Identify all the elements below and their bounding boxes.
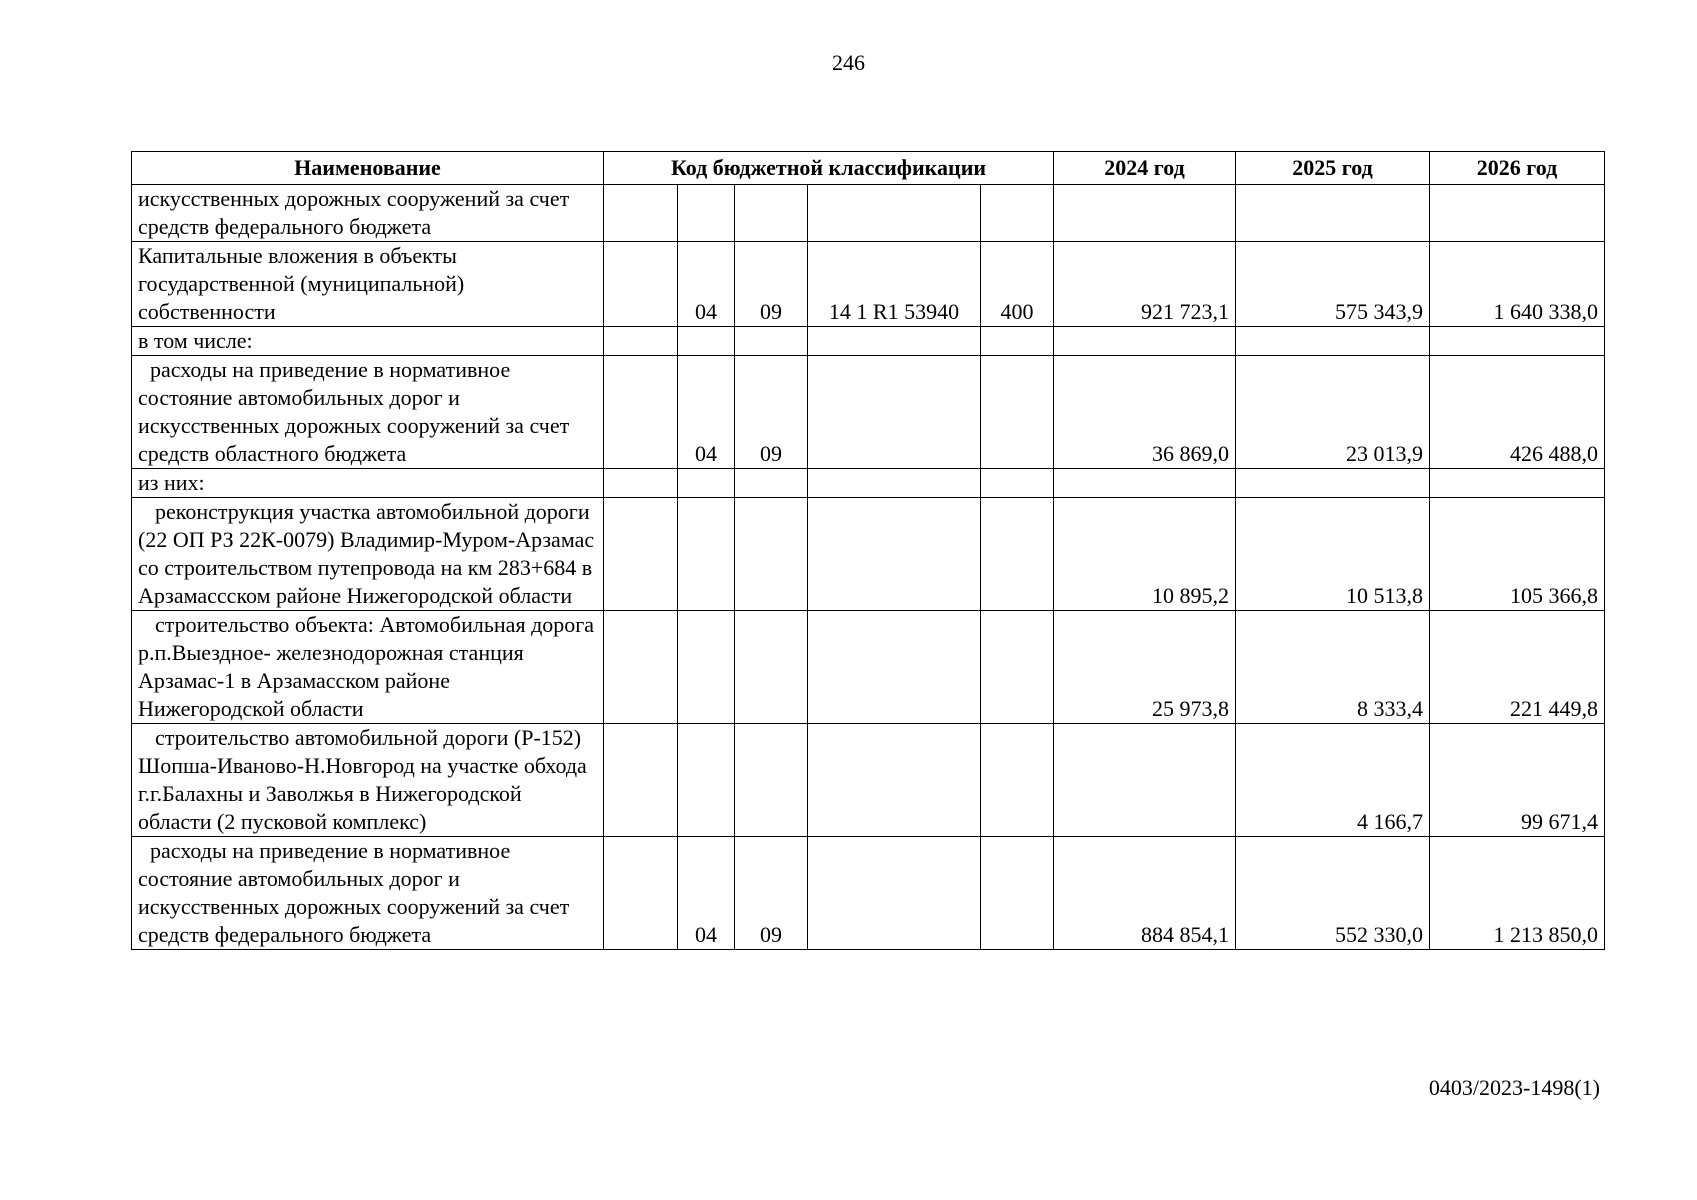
code-section [678, 498, 735, 611]
row-name: строительство объекта: Автомобильная дорога р.п.Выездное- железнодорожная станция Арзамас-1 в Арзамасском районе Нижегородской области [132, 611, 604, 724]
row-name: строительство автомобильной дороги (Р-152) Шопша-Иваново-Н.Новгород на участке обхода г.г.Балахны и Заволжья в Нижегородской области (2 пусковой комплекс) [132, 724, 604, 837]
spacer-cell [604, 611, 678, 724]
code-section: 04 [678, 356, 735, 469]
value-2026 [1430, 469, 1605, 498]
code-subsection [735, 498, 808, 611]
table-row [132, 242, 1605, 327]
code-target [808, 724, 981, 837]
row-name: расходы на приведение в нормативное состояние автомобильных дорог и искусственных дорожных сооружений за счет средств федерального бюджета [132, 837, 604, 950]
header-2025: 2025 год [1236, 152, 1430, 185]
code-section [678, 724, 735, 837]
spacer-cell [604, 837, 678, 950]
value-2024: 36 869,0 [1054, 356, 1236, 469]
table-row [132, 611, 1605, 724]
table-row [132, 469, 1605, 498]
header-code: Код бюджетной классификации [604, 152, 1054, 185]
value-2025: 552 330,0 [1236, 837, 1430, 950]
spacer-cell [604, 327, 678, 356]
code-expense-type [981, 498, 1054, 611]
code-expense-type [981, 327, 1054, 356]
value-2026: 105 366,8 [1430, 498, 1605, 611]
code-target [808, 185, 981, 242]
budget-table [131, 151, 1605, 950]
code-section [678, 327, 735, 356]
table-header-row [132, 152, 1605, 185]
value-2024 [1054, 469, 1236, 498]
row-name: Капитальные вложения в объекты государственной (муниципальной) собственности [132, 242, 604, 327]
code-target [808, 837, 981, 950]
row-name: из них: [132, 469, 604, 498]
spacer-cell [604, 498, 678, 611]
code-expense-type [981, 469, 1054, 498]
table-row [132, 356, 1605, 469]
value-2026: 1 640 338,0 [1430, 242, 1605, 327]
document-registration-code: 0403/2023-1498(1) [1428, 1075, 1600, 1100]
value-2025: 4 166,7 [1236, 724, 1430, 837]
code-expense-type [981, 837, 1054, 950]
table-row [132, 724, 1605, 837]
value-2025 [1236, 327, 1430, 356]
code-section [678, 469, 735, 498]
code-target [808, 469, 981, 498]
value-2025: 575 343,9 [1236, 242, 1430, 327]
value-2026 [1430, 327, 1605, 356]
spacer-cell [604, 185, 678, 242]
spacer-cell [604, 724, 678, 837]
code-section: 04 [678, 837, 735, 950]
header-2026: 2026 год [1430, 152, 1605, 185]
page-number: 246 [832, 50, 865, 75]
code-target [808, 356, 981, 469]
value-2026: 99 671,4 [1430, 724, 1605, 837]
code-target: 14 1 R1 53940 [808, 242, 981, 327]
row-name: в том числе: [132, 327, 604, 356]
spacer-cell [604, 469, 678, 498]
code-expense-type: 400 [981, 242, 1054, 327]
value-2026: 221 449,8 [1430, 611, 1605, 724]
code-section [678, 611, 735, 724]
table-row [132, 327, 1605, 356]
code-expense-type [981, 724, 1054, 837]
code-target [808, 327, 981, 356]
code-expense-type [981, 185, 1054, 242]
spacer-cell [604, 356, 678, 469]
table-row [132, 498, 1605, 611]
code-subsection: 09 [735, 837, 808, 950]
value-2024: 921 723,1 [1054, 242, 1236, 327]
value-2024 [1054, 185, 1236, 242]
row-name: реконструкция участка автомобильной дороги (22 ОП РЗ 22К-0079) Владимир-Муром-Арзамас со строительством путепровода на км 283+684 в Арзамассском районе Нижегородской области [132, 498, 604, 611]
value-2026: 1 213 850,0 [1430, 837, 1605, 950]
table-row [132, 837, 1605, 950]
value-2025 [1236, 185, 1430, 242]
table-row [132, 185, 1605, 242]
value-2026: 426 488,0 [1430, 356, 1605, 469]
value-2024 [1054, 724, 1236, 837]
row-name: расходы на приведение в нормативное состояние автомобильных дорог и искусственных дорожных сооружений за счет средств областного бюджета [132, 356, 604, 469]
value-2026 [1430, 185, 1605, 242]
code-subsection [735, 327, 808, 356]
code-section [678, 185, 735, 242]
code-expense-type [981, 611, 1054, 724]
value-2024: 884 854,1 [1054, 837, 1236, 950]
spacer-cell [604, 242, 678, 327]
value-2024: 10 895,2 [1054, 498, 1236, 611]
code-expense-type [981, 356, 1054, 469]
code-target [808, 611, 981, 724]
value-2025: 23 013,9 [1236, 356, 1430, 469]
value-2024 [1054, 327, 1236, 356]
value-2025: 8 333,4 [1236, 611, 1430, 724]
value-2024: 25 973,8 [1054, 611, 1236, 724]
code-subsection [735, 469, 808, 498]
code-subsection [735, 611, 808, 724]
header-name: Наименование [132, 152, 604, 185]
code-subsection: 09 [735, 242, 808, 327]
code-subsection [735, 185, 808, 242]
row-name: искусственных дорожных сооружений за счет средств федерального бюджета [132, 185, 604, 242]
code-target [808, 498, 981, 611]
value-2025 [1236, 469, 1430, 498]
code-subsection: 09 [735, 356, 808, 469]
code-subsection [735, 724, 808, 837]
value-2025: 10 513,8 [1236, 498, 1430, 611]
header-2024: 2024 год [1054, 152, 1236, 185]
code-section: 04 [678, 242, 735, 327]
